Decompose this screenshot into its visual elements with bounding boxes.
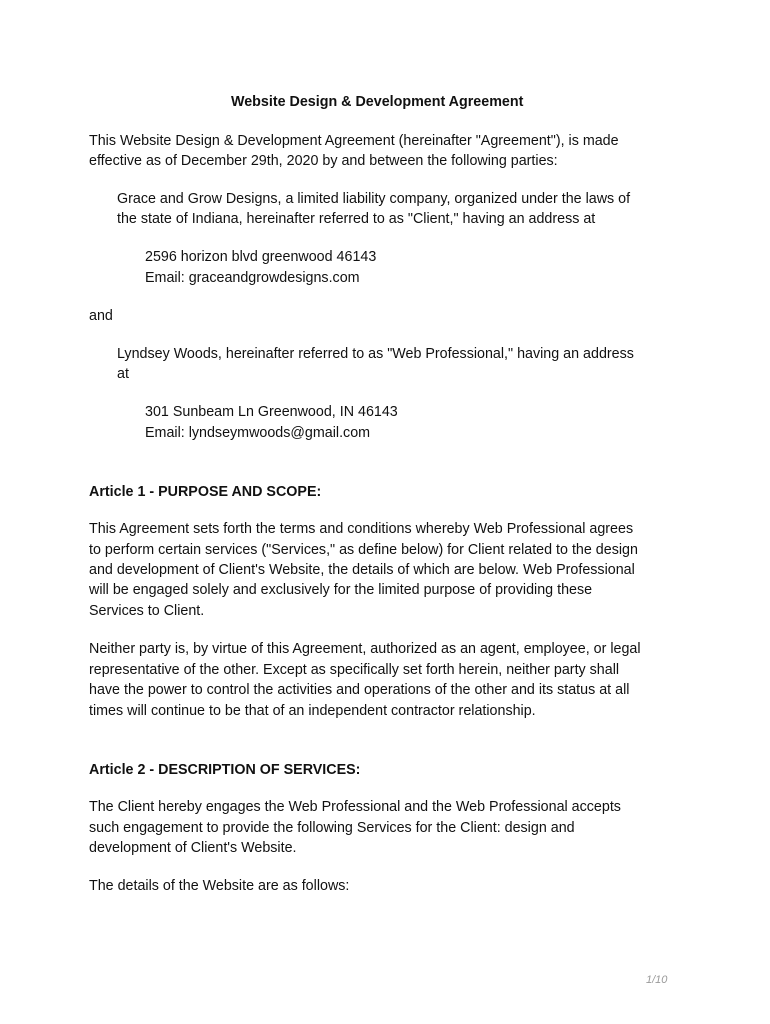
client-email: Email: graceandgrowdesigns.com: [145, 270, 360, 286]
conjunction-and: and: [89, 308, 113, 324]
article-1-paragraph-2-line: representative of the other. Except as specifically set forth herein, neither party shall: [89, 662, 620, 678]
article-1-paragraph-1-line: will be engaged solely and exclusively for the limited purpose of providing these: [89, 582, 593, 598]
article-1-paragraph-2-line: have the power to control the activities and operations of the other and its status at all: [89, 682, 630, 698]
article-1-paragraph-2-line: Neither party is, by virtue of this Agreement, authorized as an agent, employee, or legal: [89, 641, 641, 657]
client-address: 2596 horizon blvd greenwood 46143: [145, 249, 377, 265]
professional-description-line: at: [117, 366, 129, 382]
document-title: Website Design & Development Agreement: [231, 94, 524, 110]
intro-line: This Website Design & Development Agreement (hereinafter "Agreement"), is made: [89, 133, 619, 149]
article-1-paragraph-1-line: This Agreement sets forth the terms and conditions whereby Web Professional agrees: [89, 521, 634, 537]
page-number: 1/10: [646, 974, 668, 986]
article-2-paragraph-1-line: such engagement to provide the following Services for the Client: design and: [89, 820, 575, 836]
article-2-paragraph-2-line: The details of the Website are as follows:: [89, 878, 350, 894]
article-2-paragraph-1-line: The Client hereby engages the Web Professional and the Web Professional accepts: [89, 799, 621, 815]
client-description-line: Grace and Grow Designs, a limited liability company, organized under the laws of: [117, 191, 631, 207]
professional-address: 301 Sunbeam Ln Greenwood, IN 46143: [145, 404, 398, 420]
article-2-heading: Article 2 - DESCRIPTION OF SERVICES:: [89, 762, 361, 778]
article-1-paragraph-2-line: times will continue to be that of an independent contractor relationship.: [89, 703, 536, 719]
article-1-paragraph-1-line: to perform certain services ("Services," as define below) for Client related to the design: [89, 542, 638, 558]
article-1-paragraph-1-line: Services to Client.: [89, 603, 205, 619]
client-description-line: the state of Indiana, hereinafter referred to as "Client," having an address at: [117, 211, 596, 227]
intro-line: effective as of December 29th, 2020 by and between the following parties:: [89, 153, 558, 169]
article-1-paragraph-1-line: and development of Client's Website, the details of which are below. Web Professional: [89, 562, 635, 578]
professional-email: Email: lyndseymwoods@gmail.com: [145, 425, 371, 441]
article-2-paragraph-1-line: development of Client's Website.: [89, 840, 297, 856]
article-1-heading: Article 1 - PURPOSE AND SCOPE:: [89, 484, 322, 500]
professional-description-line: Lyndsey Woods, hereinafter referred to as "Web Professional," having an address: [117, 346, 634, 362]
